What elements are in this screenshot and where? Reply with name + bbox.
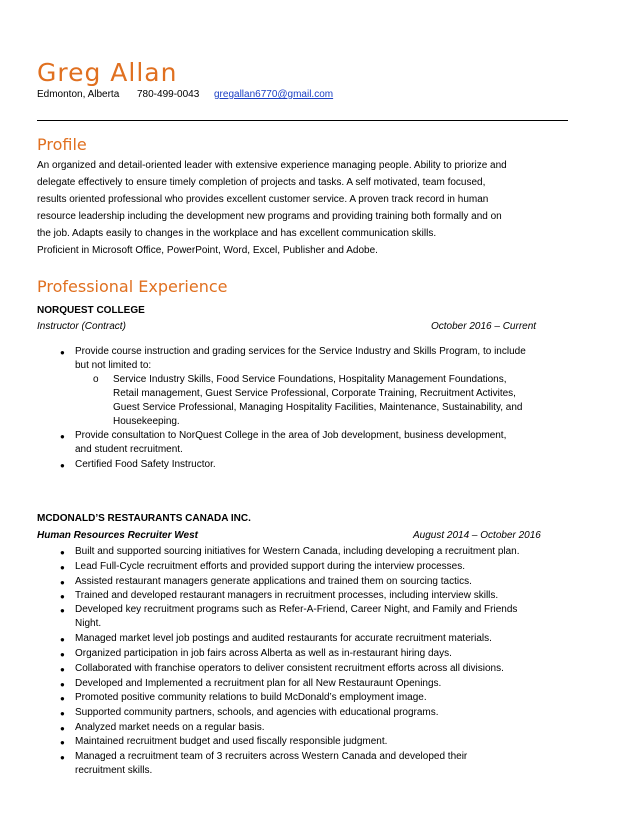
bullet-line: Assisted restaurant managers generate applications and trained them on sourcing tactics. xyxy=(75,576,472,587)
job-title: Instructor (Contract) xyxy=(37,321,126,332)
bullet-dot-icon: ● xyxy=(60,606,65,615)
bullet-line: Managed a recruitment team of 3 recruiters across Western Canada and developed their xyxy=(75,751,468,762)
bullet-dot-icon: ● xyxy=(60,753,65,762)
contact-phone: 780-499-0043 xyxy=(137,89,200,100)
bullet-line: Developed and Implemented a recruitment plan for all New Restauraunt Openings. xyxy=(75,678,442,689)
contact-line xyxy=(37,89,333,100)
bullet-dot-icon: ● xyxy=(60,738,65,747)
job-dates: August 2014 – October 2016 xyxy=(413,530,541,541)
bullet-line: recruitment skills. xyxy=(75,765,153,776)
bullet-line: Collaborated with franchise operators to deliver consistent recruitment efforts across all divisions. xyxy=(75,663,504,674)
profile-line: resource leadership including the development new programs and providing training both formally and on xyxy=(37,211,502,222)
bullet-line: Promoted positive community relations to build McDonald’s employment image. xyxy=(75,692,427,703)
bullet-dot-icon: ● xyxy=(60,432,65,441)
bullet-line: Organized participation in job fairs across Alberta as well as in-restaurant hiring days. xyxy=(75,648,452,659)
bullet-dot-icon: ● xyxy=(60,592,65,601)
job-title: Human Resources Recruiter West xyxy=(37,530,198,541)
bullet-line: Provide course instruction and grading services for the Service Industry and Skills Program, to include xyxy=(75,346,526,357)
bullet-line: Maintained recruitment budget and used fiscally responsible judgment. xyxy=(75,736,388,747)
sub-bullet-line: Service Industry Skills, Food Service Foundations, Hospitality Management Foundations, xyxy=(113,374,507,385)
profile-line: results oriented professional who provides excellent customer service. A proven track record in human xyxy=(37,194,489,205)
profile-line: Proficient in Microsoft Office, PowerPoint, Word, Excel, Publisher and Adobe. xyxy=(37,245,378,256)
experience-heading: Professional Experience xyxy=(37,277,228,296)
bullet-dot-icon: ● xyxy=(60,348,65,357)
bullet-line: but not limited to: xyxy=(75,360,152,371)
candidate-name: Greg Allan xyxy=(37,58,178,87)
bullet-dot-icon: ● xyxy=(60,694,65,703)
bullet-line: Provide consultation to NorQuest College in the area of Job development, business development, xyxy=(75,430,507,441)
bullet-dot-icon: ● xyxy=(60,563,65,572)
sub-bullet-line: Guest Service Professional, Managing Hospitality Facilities, Maintenance, Sustainability, and xyxy=(113,402,523,413)
bullet-dot-icon: ● xyxy=(60,650,65,659)
profile-line: the job. Adapts easily to changes in the workplace and has excellent communication skills. xyxy=(37,228,437,239)
contact-city: Edmonton, Alberta xyxy=(37,89,120,100)
bullet-line: Developed key recruitment programs such as Refer-A-Friend, Career Night, and Family and Friends xyxy=(75,604,518,615)
bullet-line: Night. xyxy=(75,618,102,629)
company-name: NORQUEST COLLEGE xyxy=(37,305,145,316)
sub-bullet-icon: o xyxy=(93,374,99,385)
company-name: MCDONALD’S RESTAURANTS CANADA INC. xyxy=(37,513,251,524)
contact-email-link[interactable]: gregallan6770@gmail.com xyxy=(214,89,334,100)
profile-heading: Profile xyxy=(37,135,87,154)
profile-line: An organized and detail-oriented leader with extensive experience managing people. Ability to priorize and xyxy=(37,160,507,171)
bullet-line: Trained and developed restaurant managers in recruitment processes, including interview skills. xyxy=(75,590,499,601)
bullet-dot-icon: ● xyxy=(60,635,65,644)
header-divider xyxy=(37,120,568,121)
bullet-line: Built and supported sourcing initiatives for Western Canada, including developing a recruitment plan. xyxy=(75,546,520,557)
bullet-dot-icon: ● xyxy=(60,680,65,689)
profile-paragraph xyxy=(37,157,557,259)
bullet-line: Supported community partners, schools, and agencies with educational programs. xyxy=(75,707,439,718)
bullet-line: and student recruitment. xyxy=(75,444,183,455)
job-title-row xyxy=(37,530,547,541)
job-title-row xyxy=(37,321,547,332)
sub-bullet-line: Retail management, Guest Service Professional, Corporate Training, Recruitment Activites, xyxy=(113,388,516,399)
bullet-line: Lead Full-Cycle recruitment efforts and provided support during the interview processes. xyxy=(75,561,466,572)
bullet-dot-icon: ● xyxy=(60,665,65,674)
bullet-line: Certified Food Safety Instructor. xyxy=(75,459,216,470)
bullet-line: Managed market level job postings and audited restaurants for accurate recruitment materials. xyxy=(75,633,492,644)
bullet-dot-icon: ● xyxy=(60,578,65,587)
job-dates: October 2016 – Current xyxy=(431,321,537,332)
sub-bullet-line: Housekeeping. xyxy=(113,416,180,427)
bullet-line: Analyzed market needs on a regular basis. xyxy=(75,722,265,733)
bullet-dot-icon: ● xyxy=(60,724,65,733)
bullet-dot-icon: ● xyxy=(60,548,65,557)
profile-line: delegate effectively to ensure timely completion of projects and tasks. A self motivated, team focused, xyxy=(37,177,486,188)
bullet-dot-icon: ● xyxy=(60,709,65,718)
bullet-dot-icon: ● xyxy=(60,461,65,470)
